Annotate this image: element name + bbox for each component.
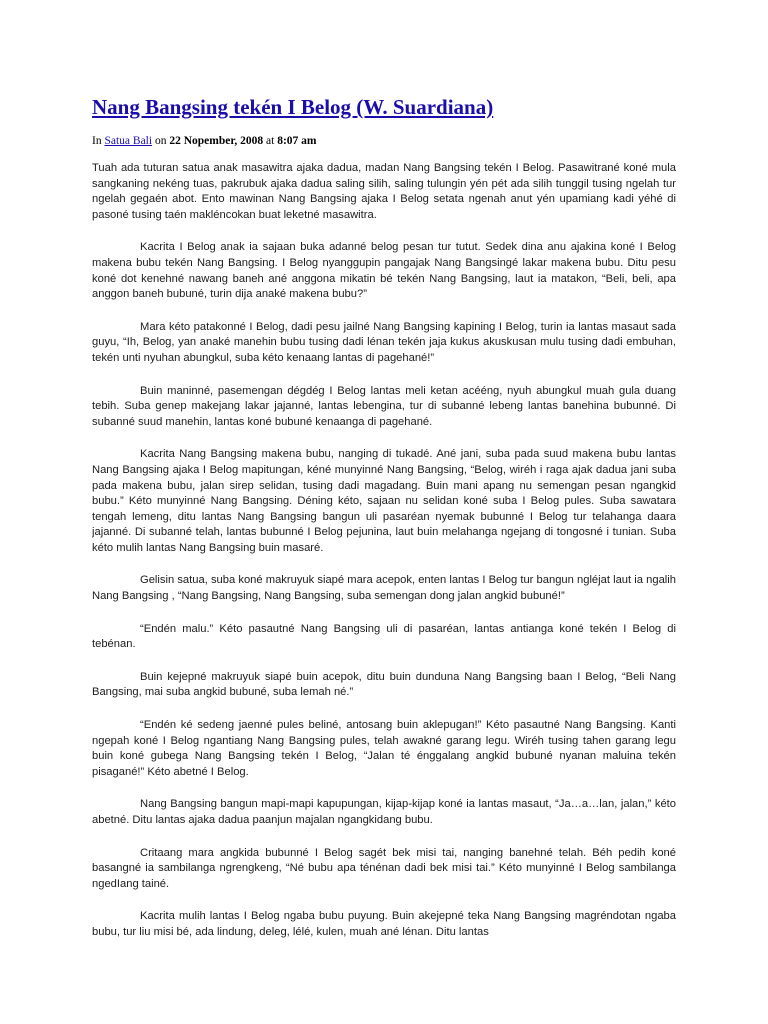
category-link[interactable]: Satua Bali [104, 135, 153, 147]
post-title-link[interactable]: Nang Bangsing tekén I Belog (W. Suardiana) [92, 95, 494, 119]
paragraph: “Endén malu.” Kéto pasautné Nang Bangsing uli di pasaréan, lantas antianga koné tekén I Belog di tebénan. [92, 622, 676, 651]
meta-at-label: at [266, 135, 275, 147]
meta-in-label: In [92, 135, 102, 147]
paragraph: Buin maninné, pasemengan dégdég I Belog lantas meli ketan acééng, nyuh abungkul muah gula duang tebih. Suba genep makejang lakar jajanné, lantas lebengina, tur di subanné lebeng lantas banehina bubunné. Di subanné suud manehin, lantas koné bubuné kenaanga di pagehané. [92, 384, 676, 428]
paragraph: Nang Bangsing bangun mapi-mapi kapupungan, kijap-kijap koné ia lantas masaut, “Ja…a…lan, jalan,” kéto abetné. Ditu lantas ajaka dadua paanjun majalan ngangkidang bubu. [92, 798, 676, 826]
post-date: 22 Nopember, 2008 [169, 135, 264, 147]
paragraph: Kacrita Nang Bangsing makena bubu, nanging di tukadé. Ané jani, suba pada suud makena bubu lantas Nang Bangsing ajaka I Belog mapitungan, kéné munyinné Nang Bangsing, “Belog, wiréh i raga ajak dadua jani suba pada makena bubu, jalan sirep selidan, tusing dadi magadang. Buin mani apang nu semengan pesan ngangkid bubu.” Kéto munyinné Nang Bangsing. Déning kéto, sajaan nu selidan koné suba I Belog pules. Suba sawatara tengah lemeng, ditu lantas Nang Bangsing bangun uli pasaréan nyemak bubunné I Belog tur telahanga daara jajanné. Di subanné telah, lantas bubunné I Belog pejunina, laut buin melahanga ngejang di tongosné i tunian. Suba kéto mulih lantas Nang Bangsing buin masaré. [92, 448, 676, 554]
document-page [92, 0, 676, 1024]
post-meta [92, 134, 676, 149]
paragraph: Tuah ada tuturan satua anak masawitra ajaka dadua, madan Nang Bangsing tekén I Belog. Pasawitrané koné mula sangkaning nekéng tuas, pakrubuk ajaka dadua saling silih, saling tulungin yén pét ada silih tunggil tusing ngelah tur ngelah gegaén abot. Ento mawinan Nang Bangsing ajaka I Belog setata ngenah anut yén upamiang kadi yéhé di pasoné tusing taén makléncokan buat leketné masawitra. [92, 162, 676, 221]
paragraph: Kacrita mulih lantas I Belog ngaba bubu puyung. Buin akejepné teka Nang Bangsing magréndotan ngaba bubu, tur liu misi bé, ada lindung, deleg, lélé, kulen, muah ané lénan. Ditu lantas [92, 910, 676, 938]
paragraph: Critaang mara angkida bubunné I Belog sagét bek misi tai, nanging banehné telah. Béh pedih koné basangné ia sambilanga ngrengkeng, “Né bubu apa ténénan dadi bek misi tai.” Kéto munyinné I Belog sambilanga ngedIang tainé. [92, 846, 676, 890]
post-body [92, 161, 676, 941]
post-time: 8:07 am [277, 135, 317, 147]
paragraph: Kacrita I Belog anak ia sajaan buka adanné belog pesan tur tutut. Sedek dina anu ajakina koné I Belog makena bubu tekén Nang Bangsing. I Belog nyanggupin pangajak Nang Bangsingé lakar makena bubu. Ditu pesu koné dot kenehné nawang baneh ané anggona mikatin bé tekén Nang Bangsing, laut ia matakon, “Beli, beli, apa anggon baneh bubuné, turin dija anaké makena bubu?” [92, 241, 676, 301]
paragraph: Gelisin satua, suba koné makruyuk siapé mara acepok, enten lantas I Belog tur bangun ngléjat laut ia ngalih Nang Bangsing , “Nang Bangsing, Nang Bangsing, suba semengan dong jalan angkid bubuné!” [92, 574, 676, 603]
paragraph: “Endén ké sedeng jaenné pules beliné, antosang buin aklepugan!” Kéto pasautné Nang Bangsing. Kanti ngepah koné I Belog ngantiang Nang Bangsing pules, telah awakné garang legu. Wiréh tusing tahen garang legu buin koné gubega Nang Bangsing tekén I Belog, “Jalan té énggalang angkid bubuné nyanan maluina tekén pisagané!” Kéto abetné I Belog. [92, 719, 676, 778]
paragraph: Mara kéto patakonné I Belog, dadi pesu jailné Nang Bangsing kapining I Belog, turin ia lantas masaut sada guyu, “Ih, Belog, yan anaké manehin bubu tusing dadi lénan tekén jaja kukus akuskusan mulu tusing dadi embuhan, tekén unti nyuhan abungkul, suba kéto kenaang lantas di pagehané!” [92, 320, 676, 364]
meta-on-label: on [154, 135, 167, 147]
paragraph: Buin kejepné makruyuk siapé buin acepok, ditu buin dunduna Nang Bangsing baan I Belog, “Beli Nang Bangsing, mai suba angkid bubuné, suba lemah né.” [92, 670, 676, 699]
